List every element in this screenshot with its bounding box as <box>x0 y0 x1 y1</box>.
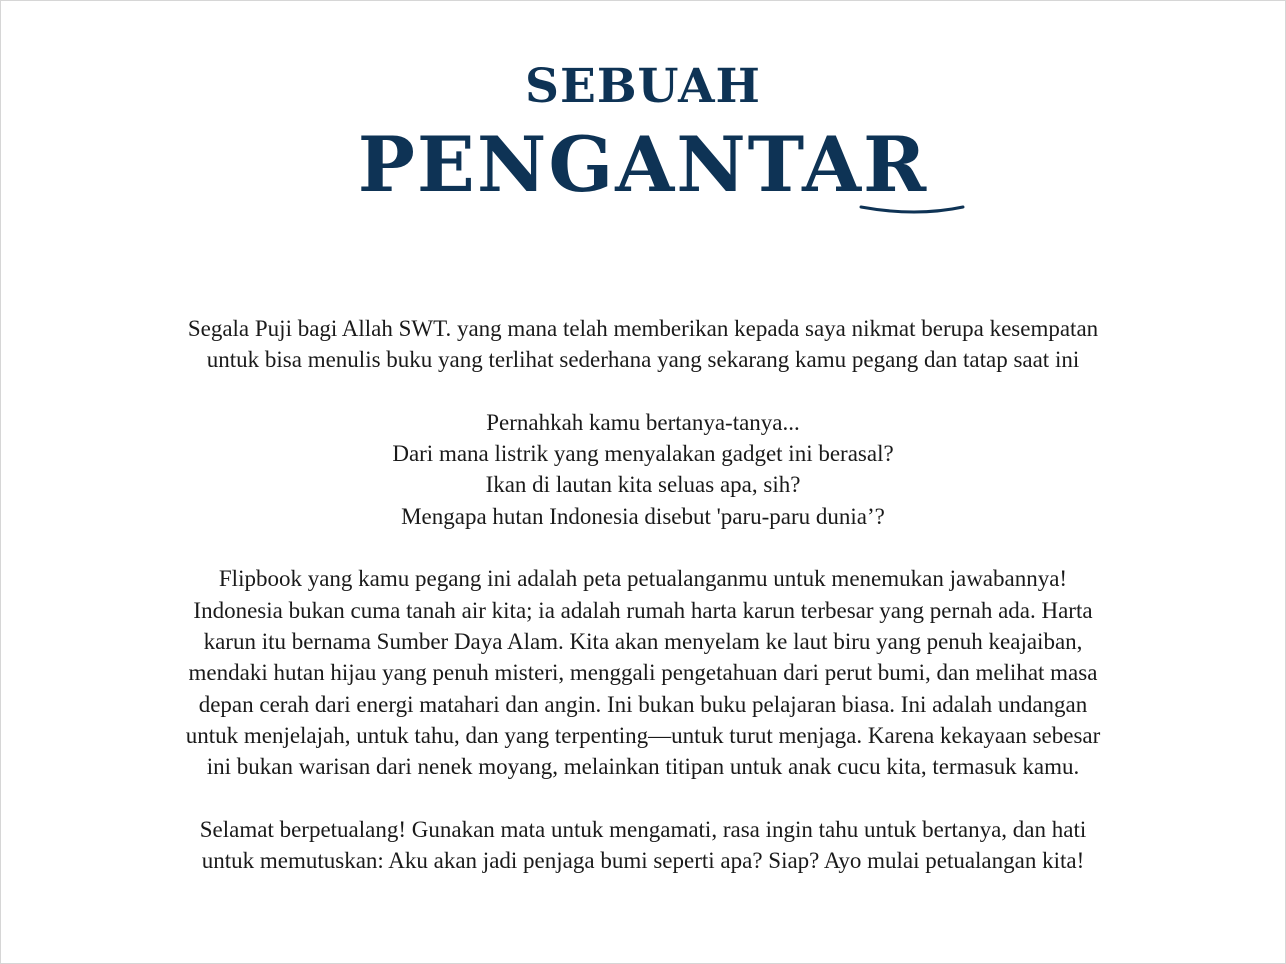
text-line: karun itu bernama Sumber Daya Alam. Kita akan menyelam ke laut biru yang penuh keajaiban, <box>203 628 1083 654</box>
text-line: Indonesia bukan cuma tanah air kita; ia adalah rumah harta karun terbesar yang pernah ada. Harta <box>193 597 1093 623</box>
page-title <box>1 59 1285 209</box>
text-line: untuk menjelajah, untuk tahu, dan yang terpenting—untuk turut menjaga. Karena kekayaan sebesar <box>185 722 1101 748</box>
paragraph-gap <box>1 532 1285 563</box>
text-line: depan cerah dari energi matahari dan angin. Ini bukan buku pelajaran biasa. Ini adalah undangan <box>198 691 1088 717</box>
text-line: Mengapa hutan Indonesia disebut 'paru-paru dunia’? <box>401 503 885 529</box>
paragraph-flipbook <box>1 563 1285 782</box>
paragraph-opening <box>1 313 1285 376</box>
text-line: Segala Puji bagi Allah SWT. yang mana telah memberikan kepada saya nikmat berupa kesempatan <box>187 316 1099 341</box>
paragraph-gap <box>1 782 1285 813</box>
text-line: Selamat berpetualang! Gunakan mata untuk mengamati, rasa ingin tahu untuk bertanya, dan hati <box>199 816 1087 842</box>
text-line: mendaki hutan hijau yang penuh misteri, menggali pengetahuan dari perut bumi, dan melihat masa <box>188 660 1098 686</box>
title-line-pengantar: PENGANTAR <box>357 120 929 209</box>
text-line: Flipbook yang kamu pegang ini adalah peta petualanganmu untuk menemukan jawabannya! <box>218 566 1068 592</box>
paragraph-gap <box>1 376 1285 407</box>
text-line: Ikan di lautan kita seluas apa, sih? <box>485 472 801 498</box>
text-line: Pernahkah kamu bertanya-tanya... <box>486 409 800 435</box>
text-line: ini bukan warisan dari nenek moyang, melainkan titipan untuk anak cucu kita, termasuk kamu. <box>206 754 1080 780</box>
text-line: untuk bisa menulis buku yang terlihat sederhana yang sekarang kamu pegang dan tatap saat ini <box>206 347 1080 373</box>
paragraph-questions <box>1 407 1285 532</box>
text-line: untuk memutuskan: Aku akan jadi penjaga bumi seperti apa? Siap? Ayo mulai petualangan kita! <box>201 848 1085 874</box>
title-line-sebuah: SEBUAH <box>525 59 761 114</box>
text-line: Dari mana listrik yang menyalakan gadget ini berasal? <box>392 441 894 467</box>
paragraph-closing <box>1 814 1285 877</box>
intro-body <box>1 313 1285 876</box>
